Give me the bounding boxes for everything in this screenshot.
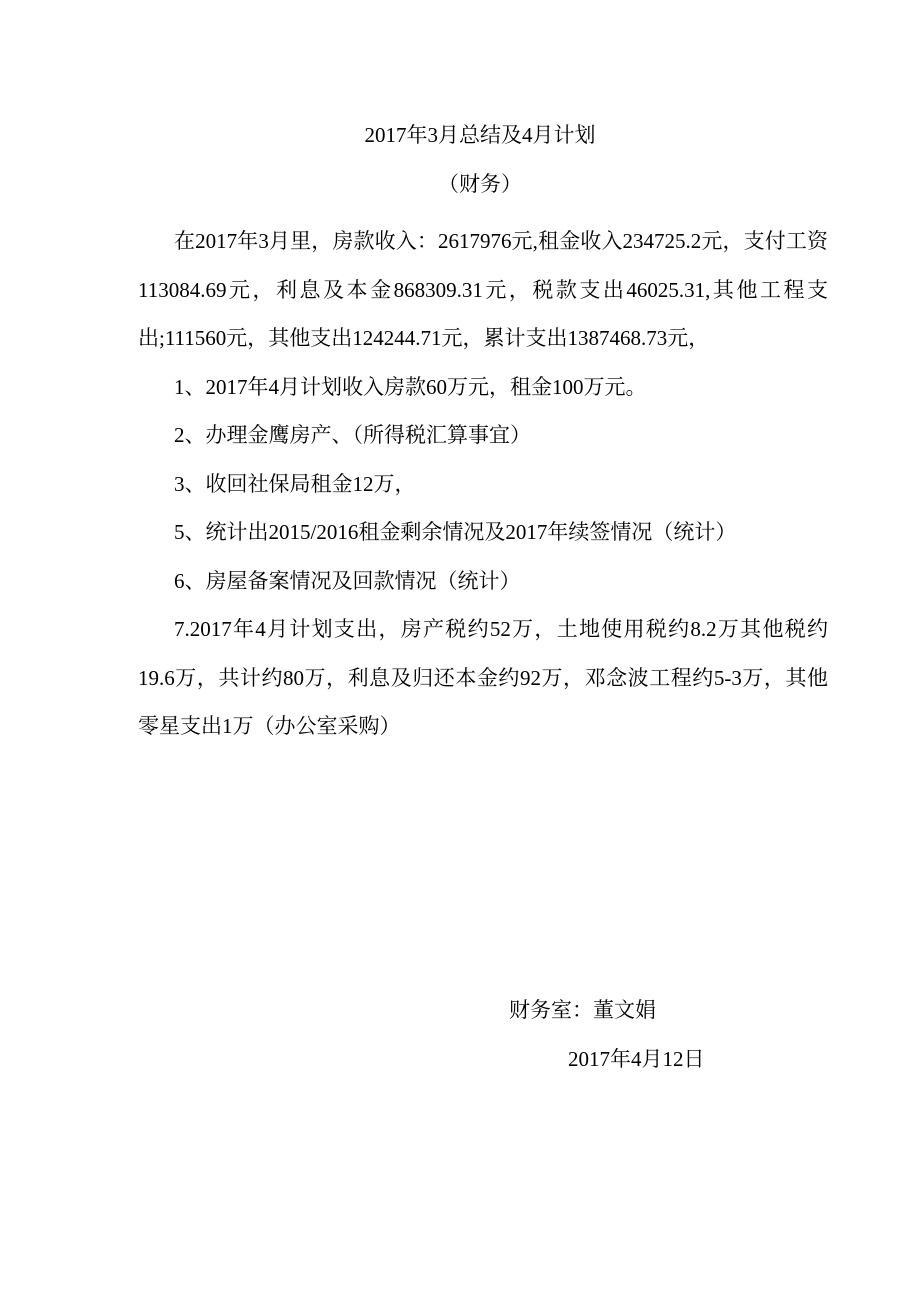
plan-item-2: 2、办理金鹰房产、（所得税汇算事宜）: [174, 423, 531, 447]
document-title: 2017年3月总结及4月计划: [364, 123, 596, 147]
document-subtitle: （财务）: [438, 172, 522, 196]
plan-item-7: 7.2017年4月计划支出，房产税约52万，土地使用税约8.2万其他税约19.6万，共计约80万，利息及归还本金约92万，邓念波工程约5-3万，其他零星支出1万（办公室采购）: [138, 617, 828, 738]
plan-item-5: 5、统计出2015/2016租金剩余情况及2017年续签情况（统计）: [174, 520, 737, 544]
document-body: [138, 217, 828, 751]
signature-date: 2017年4月12日: [568, 1047, 705, 1071]
plan-item-6: 6、房屋备案情况及回款情况（统计）: [174, 568, 521, 593]
signature-department: 财务室：董文娟: [509, 998, 656, 1022]
plan-item-1: 1、2017年4月计划收入房款60万元，租金100万元。: [174, 374, 647, 399]
plan-item-3: 3、收回社保局租金12万，: [174, 471, 416, 496]
summary-paragraph: 在2017年3月里，房款收入：2617976元,租金收入234725.2元，支付工资113084.69元，利息及本金868309.31元，税款支出46025.31,其他工程支出;111560元，其他支出124244.71元，累计支出1387468.73元，: [138, 229, 828, 350]
